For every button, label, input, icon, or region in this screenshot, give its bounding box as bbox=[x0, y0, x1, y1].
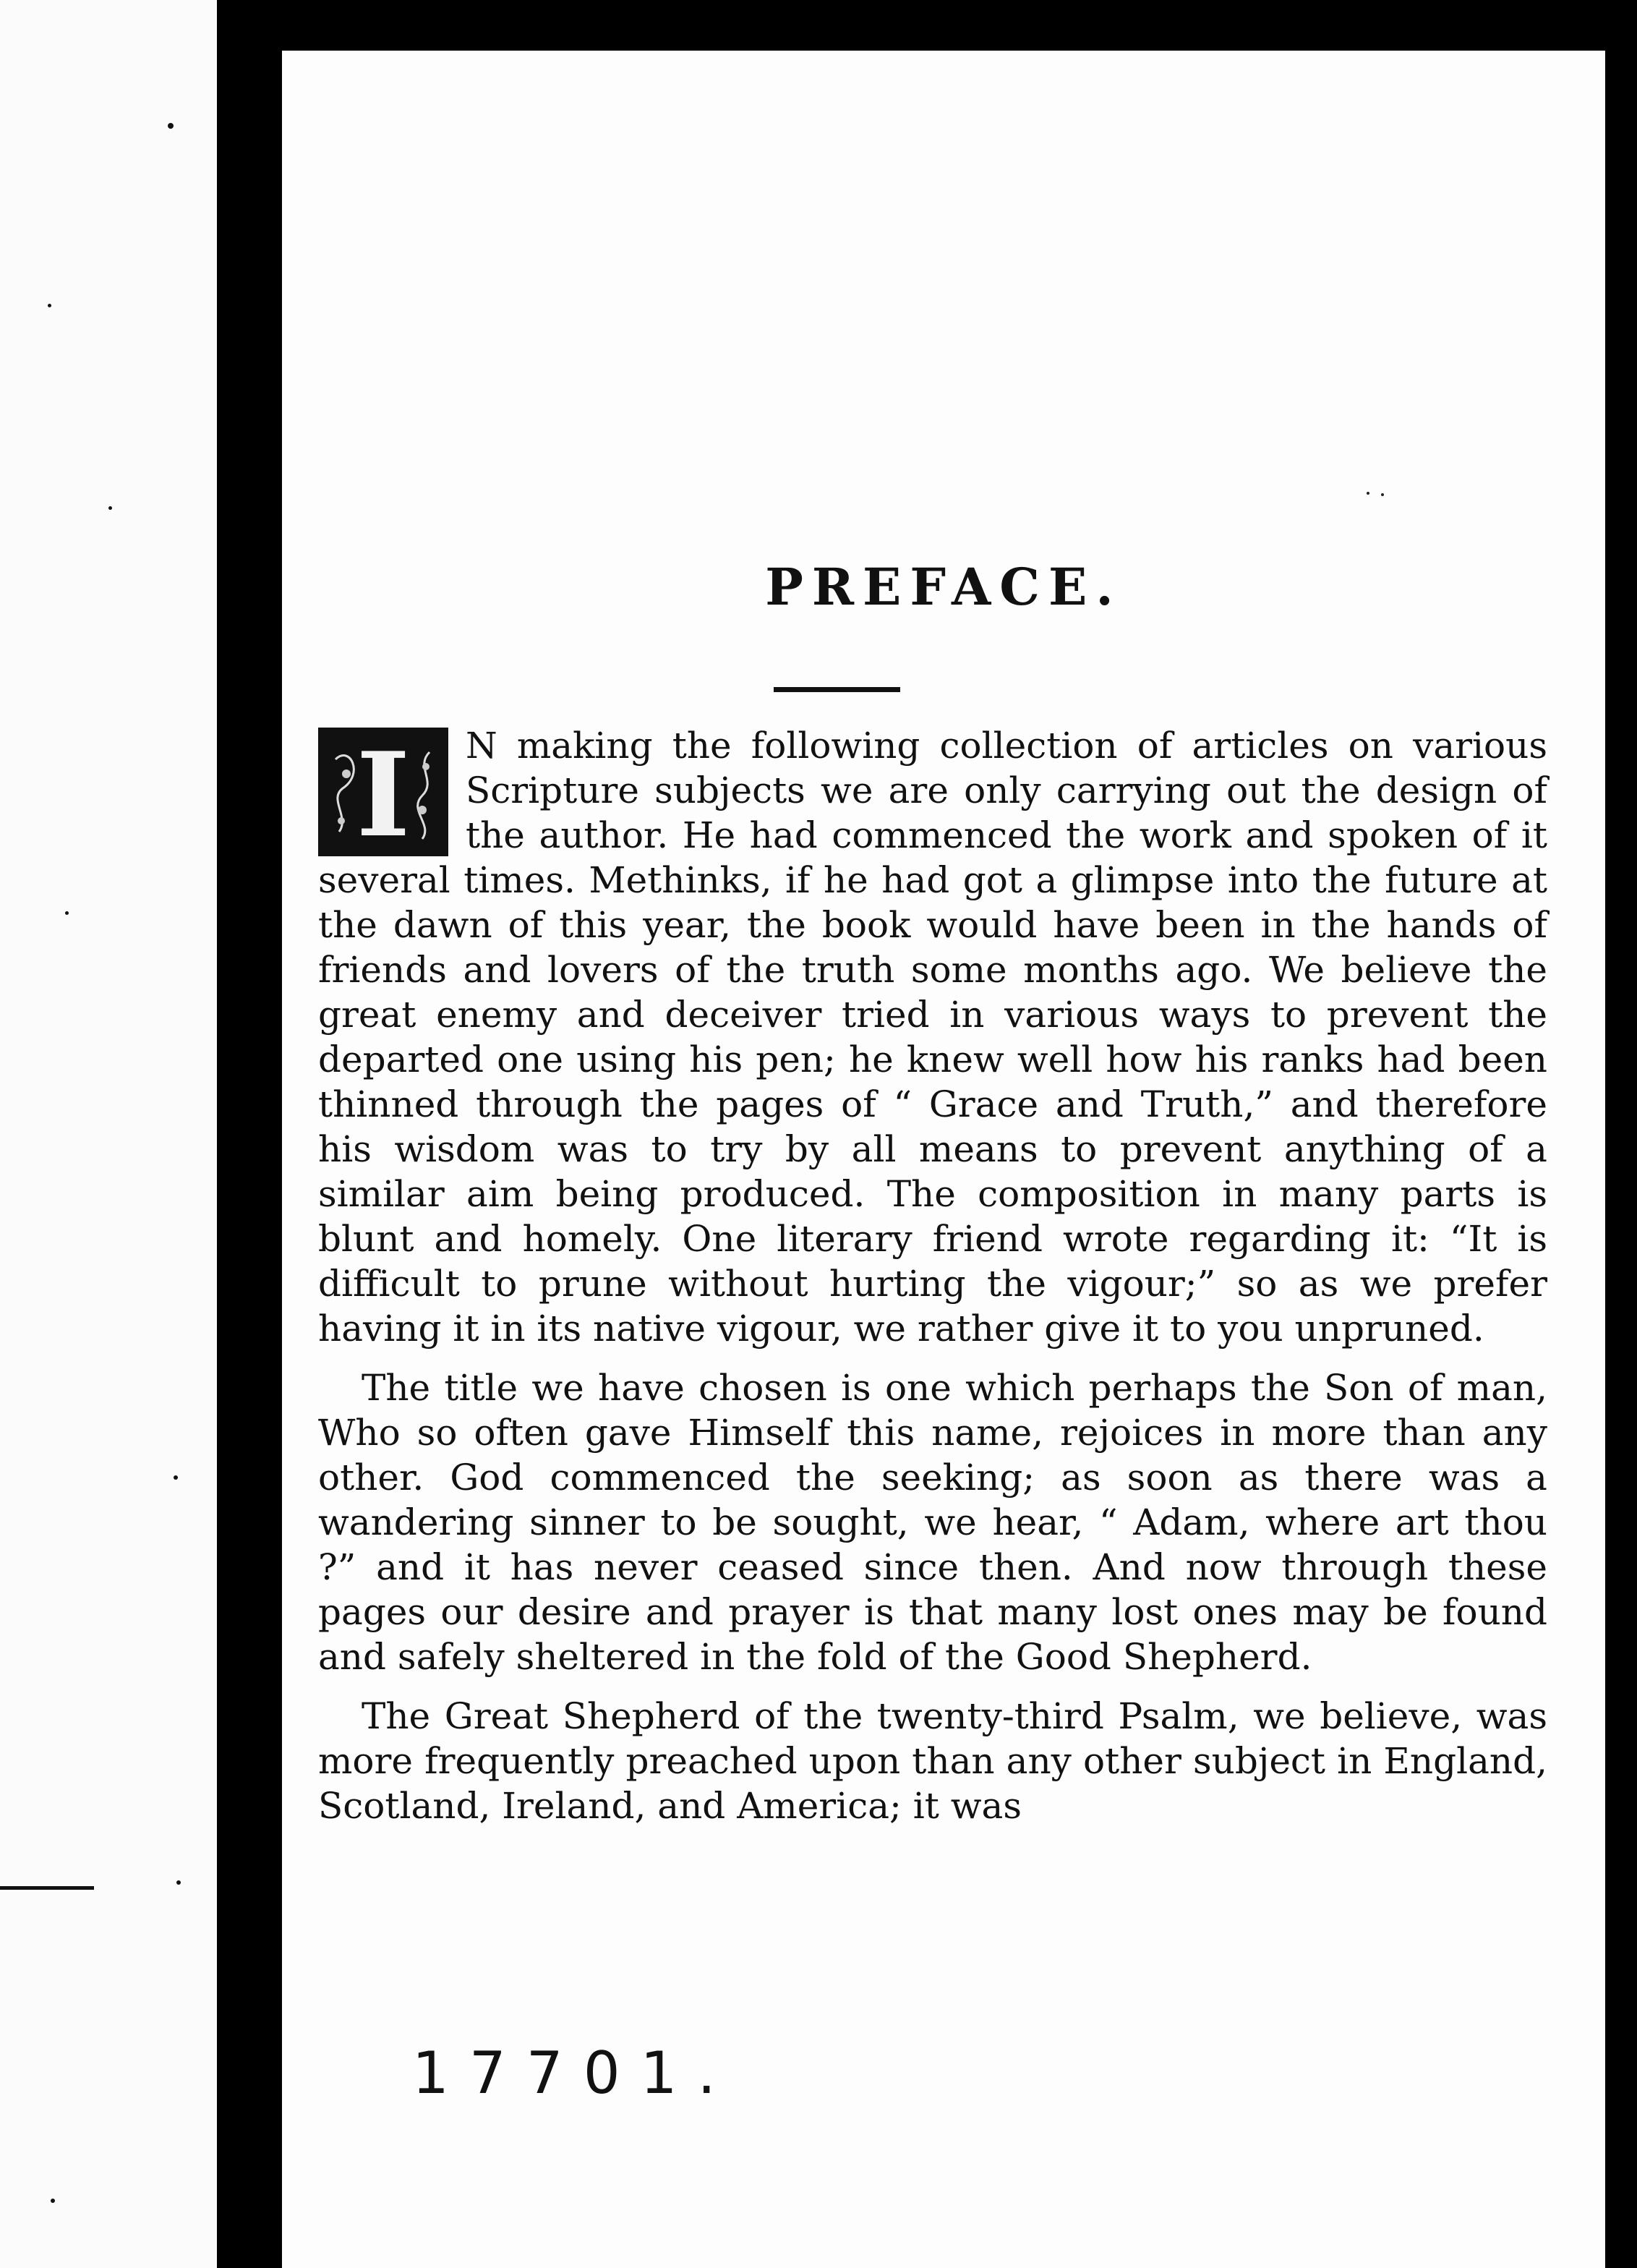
scan-top-border bbox=[282, 0, 1637, 51]
previous-page-rule bbox=[0, 1886, 94, 1890]
ornamental-drop-cap bbox=[318, 727, 448, 863]
page-speck bbox=[168, 123, 174, 129]
page-speck bbox=[1381, 493, 1384, 496]
page-speck bbox=[176, 1880, 181, 1885]
preface-body bbox=[318, 723, 1547, 1843]
paragraph-2: The title we have chosen is one which perhaps the Son of man, Who so often gave Himself this name, rejoices in more than any other. God commenced the seeking; as soon as there was a wandering sinner to be sought, we hear, “ Adam, where art thou ?” and it has never ceased since then. And now through these pages our desire and prayer is that many lost ones may be found and safely sheltered in the fold of the Good Shepherd. bbox=[318, 1367, 1547, 1678]
previous-page-edge bbox=[0, 0, 217, 2268]
book-gutter bbox=[217, 0, 282, 2268]
drop-cap-letter: I bbox=[356, 727, 411, 863]
preface-page bbox=[282, 51, 1605, 2268]
page-speck bbox=[51, 2199, 55, 2203]
paragraph-3: The Great Shepherd of the twenty-third Psalm, we believe, was more frequently preached upon than any other subject in England, Scotland, Ireland, and America; it was bbox=[318, 1695, 1547, 1827]
page-speck bbox=[65, 911, 69, 915]
page-title: PREFACE. bbox=[765, 557, 1122, 617]
page-speck bbox=[174, 1475, 178, 1480]
page-speck bbox=[108, 506, 112, 510]
scan-right-border bbox=[1605, 0, 1637, 2268]
handwritten-accession-number: 17701. bbox=[412, 2039, 736, 2107]
paragraph-1-text: making the following collection of articles on various Scripture subjects we are only carrying out the design of the author. He had commenced the work and spoken of it several times. Methinks, if he had got a glimpse into the future at the dawn of this year, the book would have been in the hands of friends and lovers of the truth some months ago. We believe the great enemy and deceiver tried in various ways to prevent the departed one using his pen; he knew well how his ranks had been thinned through the pages of “ Grace and Truth,” and therefore his wisdom was to try by all means to prevent anything of a similar aim being produced. The composition in many parts is blunt and homely. One literary friend wrote regarding it: “It is difficult to prune without hurting the vigour;” so as we prefer having it in its native vigour, we rather give it to you unpruned. bbox=[318, 725, 1547, 1350]
title-rule bbox=[774, 687, 900, 692]
page-speck bbox=[1367, 492, 1369, 495]
paragraph-1 bbox=[318, 723, 1547, 1351]
page-speck bbox=[48, 304, 51, 307]
lead-word: N bbox=[466, 725, 497, 767]
